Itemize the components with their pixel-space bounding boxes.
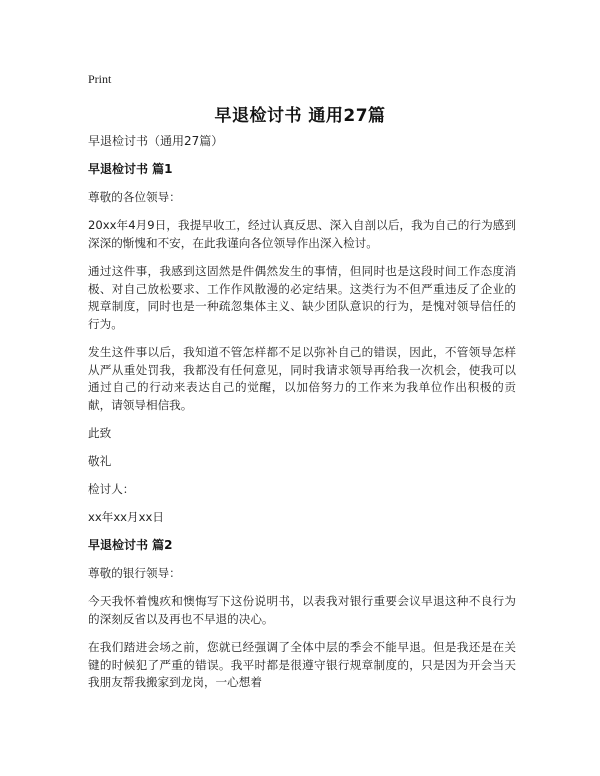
closing-line: 此致 bbox=[88, 426, 112, 440]
paragraph: 在我们踏进会场之前，您就已经强调了全体中层的季会不能早退。但是我还是在关键的时候犯了严重的错误。我平时都是很遵守银行规章制度的，只是因为开会当天我朋友帮我搬家到龙岗，一心想着 bbox=[88, 640, 516, 689]
salutation: 尊敬的各位领导： bbox=[88, 190, 181, 204]
signer-line: 检讨人： bbox=[88, 482, 135, 496]
document-title: 早退检讨书 通用27篇 bbox=[214, 106, 386, 126]
section-1 bbox=[88, 161, 516, 526]
section-2 bbox=[88, 537, 516, 692]
closing-line: 敬礼 bbox=[88, 454, 112, 468]
document-subtitle: 早退检讨书（通用27篇） bbox=[88, 134, 224, 148]
print-label: Print bbox=[88, 72, 112, 86]
paragraph: 通过这件事，我感到这固然是件偶然发生的事情，但同时也是这段时间工作态度消极、对自己放松要求、工作作风散漫的必定结果。这类行为不但严重违反了企业的规章制度，同时也是一种疏忽集体主义、缺少团队意识的行为，是愧对领导信任的行为。 bbox=[88, 264, 516, 331]
paragraph: 发生这件事以后，我知道不管怎样都不足以弥补自己的错误，因此，不管领导怎样从严从重处罚我，我都没有任何意见，同时我请求领导再给我一次机会，使我可以通过自己的行动来表达自己的觉醒，以加倍努力的工作来为我单位作出积极的贡献，请领导相信我。 bbox=[88, 345, 516, 412]
section-heading: 早退检讨书 篇1 bbox=[88, 162, 173, 176]
paragraph: 20xx年4月9日，我提早收工，经过认真反思、深入自剖以后，我为自己的行为感到深深的惭愧和不安，在此我谨向各位领导作出深入检讨。 bbox=[88, 218, 516, 250]
section-heading: 早退检讨书 篇2 bbox=[88, 538, 173, 552]
paragraph: 今天我怀着愧疚和懊悔写下这份说明书，以表我对银行重要会议早退这种不良行为的深刻反省以及再也不早退的决心。 bbox=[88, 594, 516, 626]
salutation: 尊敬的银行领导： bbox=[88, 566, 181, 580]
document-body bbox=[88, 133, 516, 703]
date-line: xx年xx月xx日 bbox=[88, 510, 164, 524]
